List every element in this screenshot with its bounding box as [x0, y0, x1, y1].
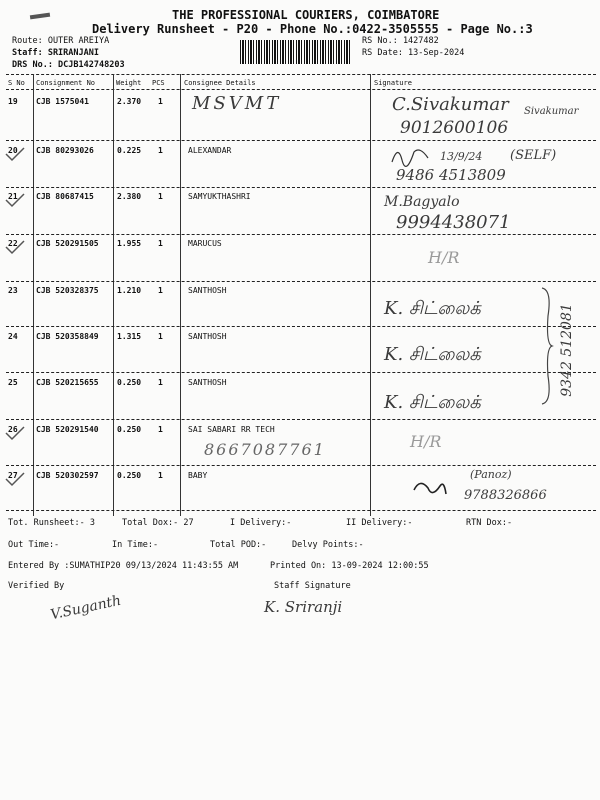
- row-pcs: 1: [158, 471, 163, 480]
- row-pcs: 1: [158, 286, 163, 295]
- staff-handwritten-signature: K. Sriranji: [264, 598, 343, 616]
- handwritten-date: 13/9/24: [440, 150, 483, 163]
- row-pcs: 1: [158, 146, 163, 155]
- column-header-consignment: Consignment No: [36, 79, 96, 87]
- column-header-consignee: Consignee Details: [184, 79, 256, 87]
- total-pod: Total POD:-: [210, 540, 267, 550]
- handwritten-side-phone: 9342 512081: [558, 303, 575, 397]
- runsheet-subtitle: Delivery Runsheet - P20 - Phone No.:0422-3505555 - Page No.:3: [92, 22, 533, 36]
- row-sno: 22: [8, 239, 18, 248]
- row-consignee: SANTHOSH: [188, 378, 227, 387]
- row-sno: 24: [8, 332, 18, 341]
- route-label: Route: OUTER AREIYA: [12, 36, 110, 46]
- row-consignee: ALEXANDAR: [188, 146, 232, 155]
- verified-by-label: Verified By: [8, 581, 65, 591]
- handwritten-consignee: MSVMT: [192, 93, 282, 114]
- row-sno: 27: [8, 471, 18, 480]
- row-sno: 20: [8, 146, 18, 155]
- rtn-dox: RTN Dox:-: [466, 518, 513, 528]
- handwritten-signature: C.Sivakumar: [392, 94, 509, 115]
- row-pcs: 1: [158, 378, 163, 387]
- company-name: THE PROFESSIONAL COURIERS, COIMBATORE: [172, 8, 440, 22]
- handwritten-hr-mark: H/R: [410, 432, 442, 451]
- i-delivery: I Delivery:-: [230, 518, 292, 528]
- row-pcs: 1: [158, 97, 163, 106]
- staff-label: Staff: SRIRANJANI: [12, 48, 99, 58]
- row-consignment-no: CJB 80293026: [36, 146, 94, 155]
- column-header-pcs: PCS: [152, 79, 165, 87]
- row-consignee: SAMYUKTHASHRI: [188, 192, 251, 201]
- row-consignee: SANTHOSH: [188, 286, 227, 295]
- printed-on: Printed On: 13-09-2024 12:00:55: [270, 561, 429, 571]
- row-consignment-no: CJB 80687415: [36, 192, 94, 201]
- row-divider: [6, 234, 596, 235]
- handwritten-signature-name: Sivakumar: [524, 106, 579, 117]
- row-consignment-no: CJB 520291540: [36, 425, 99, 434]
- row-weight: 1.210: [117, 286, 142, 295]
- row-consignment-no: CJB 1575041: [36, 97, 89, 106]
- row-weight: 1.315: [117, 332, 142, 341]
- signature-scribble-icon: [388, 142, 434, 168]
- handwritten-note: (SELF): [510, 148, 557, 163]
- header-top-rule: [6, 74, 596, 75]
- row-pcs: 1: [158, 239, 163, 248]
- row-sno: 26: [8, 425, 18, 434]
- ii-delivery: II Delivery:-: [346, 518, 413, 528]
- handwritten-signature: K. சிட்லைக்: [384, 344, 481, 365]
- row-consignee: SANTHOSH: [188, 332, 227, 341]
- column-header-sno: S No: [8, 79, 25, 87]
- row-divider: [6, 326, 596, 327]
- row-consignment-no: CJB 520328375: [36, 286, 99, 295]
- row-sno: 21: [8, 192, 18, 201]
- row-consignment-no: CJB 520291505: [36, 239, 99, 248]
- handwritten-name: (Panoz): [470, 468, 512, 481]
- row-divider: [6, 140, 596, 141]
- table-bottom-rule: [6, 510, 596, 511]
- bracket-mark-icon: [540, 286, 554, 406]
- row-weight: 2.370: [117, 97, 142, 106]
- row-consignee: BABY: [188, 471, 208, 480]
- row-divider: [6, 419, 596, 420]
- row-consignee: SAI SABARI RR TECH: [188, 425, 275, 434]
- handwritten-signature: M.Bagyalo: [384, 194, 460, 210]
- out-time: Out Time:-: [8, 540, 60, 550]
- signature-scribble-icon: [410, 476, 450, 502]
- rs-date: RS Date: 13-Sep-2024: [362, 48, 465, 58]
- drs-number: DRS No.: DCJB142748203: [12, 60, 125, 70]
- row-consignment-no: CJB 520302597: [36, 471, 99, 480]
- handwritten-hr-mark: H/R: [428, 248, 460, 267]
- total-runsheet: Tot. Runsheet:- 3: [8, 518, 95, 528]
- row-weight: 1.955: [117, 239, 142, 248]
- header-bottom-rule: [6, 89, 596, 90]
- row-consignee: MARUCUS: [188, 239, 222, 248]
- column-header-weight: Weight: [116, 79, 142, 87]
- handwritten-phone: 8667087761: [204, 440, 326, 459]
- staff-signature-label: Staff Signature: [274, 581, 351, 591]
- barcode: [240, 40, 352, 64]
- row-pcs: 1: [158, 192, 163, 201]
- row-weight: 0.250: [117, 378, 142, 387]
- handwritten-phone: 9788326866: [464, 488, 547, 503]
- total-dox: Total Dox:- 27: [122, 518, 194, 528]
- verified-signature: V.Suganth: [49, 592, 123, 624]
- row-divider: [6, 465, 596, 466]
- handwritten-phone: 9994438071: [396, 212, 511, 233]
- in-time: In Time:-: [112, 540, 159, 550]
- row-pcs: 1: [158, 332, 163, 341]
- column-header-signature: Signature: [374, 79, 412, 87]
- row-weight: 0.225: [117, 146, 142, 155]
- handwritten-signature: K. சிட்லைக்: [384, 392, 481, 413]
- handwritten-phone: 9486 4513809: [396, 166, 506, 184]
- scan-mark: [30, 13, 50, 20]
- row-consignment-no: CJB 520358849: [36, 332, 99, 341]
- handwritten-signature: K. சிட்லைக்: [384, 298, 481, 319]
- handwritten-phone: 9012600106: [400, 118, 509, 138]
- row-divider: [6, 281, 596, 282]
- row-weight: 0.250: [117, 425, 142, 434]
- row-divider: [6, 187, 596, 188]
- row-sno: 25: [8, 378, 18, 387]
- row-sno: 19: [8, 97, 18, 106]
- rs-number: RS No.: 1427482: [362, 36, 439, 46]
- row-divider: [6, 372, 596, 373]
- row-pcs: 1: [158, 425, 163, 434]
- delvy-points: Delvy Points:-: [292, 540, 364, 550]
- row-weight: 0.250: [117, 471, 142, 480]
- row-weight: 2.380: [117, 192, 142, 201]
- entered-by: Entered By :SUMATHIP20 09/13/2024 11:43:55 AM: [8, 561, 239, 571]
- row-sno: 23: [8, 286, 18, 295]
- row-consignment-no: CJB 520215655: [36, 378, 99, 387]
